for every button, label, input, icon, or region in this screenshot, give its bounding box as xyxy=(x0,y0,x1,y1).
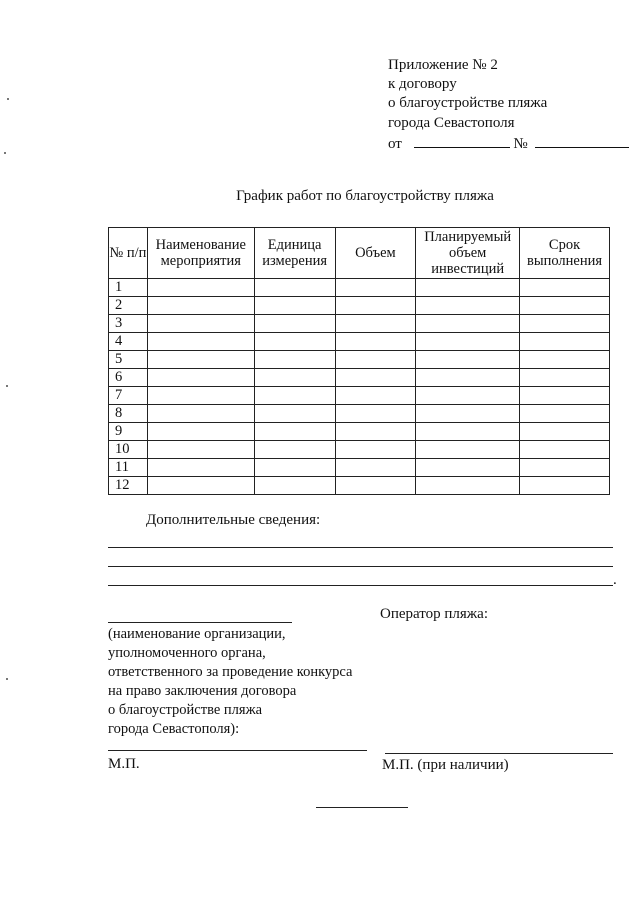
table-cell[interactable] xyxy=(335,315,416,333)
table-cell[interactable] xyxy=(416,279,520,297)
table-cell[interactable] xyxy=(335,477,416,495)
table-row xyxy=(109,423,610,441)
appendix-ref-subject: о благоустройстве пляжа xyxy=(388,95,548,112)
table-cell[interactable] xyxy=(520,279,610,297)
table-cell[interactable] xyxy=(254,423,335,441)
extra-info-line-2[interactable] xyxy=(108,566,613,567)
row-number-cell: 1 xyxy=(109,279,148,297)
table-cell[interactable] xyxy=(520,351,610,369)
scan-mark xyxy=(7,98,9,100)
org-name-line[interactable] xyxy=(108,622,292,623)
table-cell[interactable] xyxy=(335,297,416,315)
table-row xyxy=(109,387,610,405)
table-row xyxy=(109,405,610,423)
row-number-cell: 9 xyxy=(109,423,148,441)
table-cell[interactable] xyxy=(254,369,335,387)
date-field[interactable] xyxy=(414,133,510,148)
header-volume: Объем xyxy=(335,228,416,279)
document-title: График работ по благоустройству пляжа xyxy=(236,188,494,204)
table-cell[interactable] xyxy=(520,441,610,459)
table-cell[interactable] xyxy=(416,459,520,477)
table-cell[interactable] xyxy=(147,441,254,459)
table-cell[interactable] xyxy=(335,441,416,459)
table-cell[interactable] xyxy=(147,423,254,441)
table-cell[interactable] xyxy=(520,369,610,387)
table-cell[interactable] xyxy=(254,279,335,297)
extra-info-label: Дополнительные сведения: xyxy=(146,512,321,528)
appendix-header xyxy=(388,56,629,154)
org-line: уполномоченного органа, xyxy=(108,645,266,661)
appendix-ref-city: города Севастополя xyxy=(388,114,515,131)
table-cell[interactable] xyxy=(520,477,610,495)
table-cell[interactable] xyxy=(520,315,610,333)
table-cell[interactable] xyxy=(335,279,416,297)
table-cell[interactable] xyxy=(147,369,254,387)
table-cell[interactable] xyxy=(147,333,254,351)
number-field[interactable] xyxy=(535,133,629,148)
org-line: (наименование организации, xyxy=(108,626,286,642)
table-cell[interactable] xyxy=(416,351,520,369)
row-number-cell: 6 xyxy=(109,369,148,387)
table-cell[interactable] xyxy=(520,423,610,441)
row-number-cell: 8 xyxy=(109,405,148,423)
table-cell[interactable] xyxy=(254,315,335,333)
table-cell[interactable] xyxy=(416,297,520,315)
org-signature-line[interactable] xyxy=(108,750,367,751)
table-cell[interactable] xyxy=(416,477,520,495)
table-cell[interactable] xyxy=(520,387,610,405)
table-cell[interactable] xyxy=(416,441,520,459)
table-cell[interactable] xyxy=(147,459,254,477)
org-line: на право заключения договора xyxy=(108,683,297,699)
table-cell[interactable] xyxy=(416,423,520,441)
footer-line xyxy=(316,807,408,808)
table-cell[interactable] xyxy=(335,459,416,477)
table-cell[interactable] xyxy=(147,315,254,333)
table-cell[interactable] xyxy=(520,297,610,315)
table-row xyxy=(109,297,610,315)
table-cell[interactable] xyxy=(335,369,416,387)
table-cell[interactable] xyxy=(335,333,416,351)
extra-info-line-1[interactable] xyxy=(108,547,613,548)
table-cell[interactable] xyxy=(335,387,416,405)
table-cell[interactable] xyxy=(254,459,335,477)
operator-signature-line[interactable] xyxy=(385,753,613,754)
header-activity: Наименование мероприятия xyxy=(147,228,254,279)
table-row xyxy=(109,459,610,477)
table-cell[interactable] xyxy=(520,333,610,351)
row-number-cell: 11 xyxy=(109,459,148,477)
table-cell[interactable] xyxy=(147,387,254,405)
table-cell[interactable] xyxy=(147,405,254,423)
table-row xyxy=(109,477,610,495)
table-row xyxy=(109,279,610,297)
header-deadline: Срок выполнения xyxy=(520,228,610,279)
table-cell[interactable] xyxy=(520,405,610,423)
table-cell[interactable] xyxy=(335,351,416,369)
table-cell[interactable] xyxy=(254,441,335,459)
table-cell[interactable] xyxy=(254,351,335,369)
header-unit: Единица измерения xyxy=(254,228,335,279)
header-number: № п/п xyxy=(109,228,148,279)
table-cell[interactable] xyxy=(416,405,520,423)
table-row xyxy=(109,315,610,333)
header-investment: Планируемый объем инвестиций xyxy=(416,228,520,279)
table-cell[interactable] xyxy=(416,369,520,387)
scan-mark xyxy=(6,678,8,680)
stamp-left: М.П. xyxy=(108,756,140,772)
table-cell[interactable] xyxy=(147,477,254,495)
table-row xyxy=(109,441,610,459)
extra-info-line-3[interactable] xyxy=(108,585,613,586)
scan-mark xyxy=(6,385,8,387)
row-number-cell: 10 xyxy=(109,441,148,459)
operator-label: Оператор пляжа: xyxy=(380,606,488,622)
date-prefix: от xyxy=(388,135,402,152)
table-cell[interactable] xyxy=(147,279,254,297)
table-cell[interactable] xyxy=(254,405,335,423)
table-header-row xyxy=(109,228,610,279)
org-line: о благоустройстве пляжа xyxy=(108,702,263,718)
table-cell[interactable] xyxy=(254,387,335,405)
org-line: города Севастополя): xyxy=(108,721,240,737)
number-sign: № xyxy=(513,135,528,152)
row-number-cell: 3 xyxy=(109,315,148,333)
table-row xyxy=(109,351,610,369)
table-cell[interactable] xyxy=(147,297,254,315)
org-line: ответственного за проведение конкурса xyxy=(108,664,353,680)
table-cell[interactable] xyxy=(520,459,610,477)
row-number-cell: 2 xyxy=(109,297,148,315)
table-row xyxy=(109,369,610,387)
table-cell[interactable] xyxy=(335,405,416,423)
schedule-table xyxy=(108,227,610,495)
table-cell[interactable] xyxy=(254,297,335,315)
table-cell[interactable] xyxy=(416,387,520,405)
stamp-right: М.П. (при наличии) xyxy=(382,757,509,773)
row-number-cell: 4 xyxy=(109,333,148,351)
table-cell[interactable] xyxy=(416,315,520,333)
appendix-ref-contract: к договору xyxy=(388,76,457,93)
table-cell[interactable] xyxy=(254,477,335,495)
table-cell[interactable] xyxy=(335,423,416,441)
row-number-cell: 12 xyxy=(109,477,148,495)
table-cell[interactable] xyxy=(147,351,254,369)
org-block xyxy=(108,625,352,739)
table-cell[interactable] xyxy=(254,333,335,351)
appendix-number: Приложение № 2 xyxy=(388,57,498,73)
row-number-cell: 7 xyxy=(109,387,148,405)
row-number-cell: 5 xyxy=(109,351,148,369)
appendix-date-line xyxy=(388,133,629,154)
table-row xyxy=(109,333,610,351)
table-cell[interactable] xyxy=(416,333,520,351)
scan-mark xyxy=(4,152,6,154)
extra-info-end-mark: . xyxy=(613,572,617,588)
